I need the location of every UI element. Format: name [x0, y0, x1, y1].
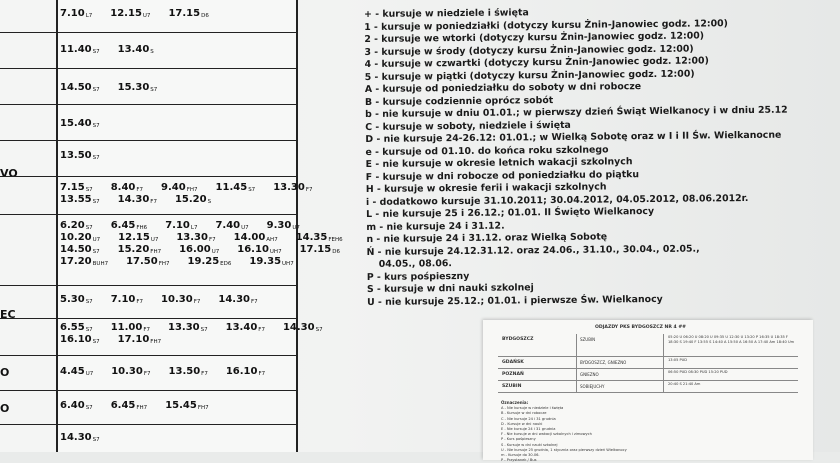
time-mark: F7 — [150, 199, 157, 205]
time-mark: FH7 — [150, 339, 162, 345]
time-mark: FH7 — [150, 249, 162, 255]
sheet-via: SZUBIN — [580, 337, 596, 342]
time-line — [60, 294, 294, 306]
time-mark: F7 — [258, 327, 265, 333]
time-value: 11.00 — [110, 322, 143, 333]
departure-time — [226, 366, 274, 377]
departure-time — [175, 194, 220, 205]
row-divider — [0, 424, 296, 425]
time-line — [60, 44, 294, 56]
time-value: 15.30 — [117, 82, 150, 93]
time-value: 6.20 — [60, 220, 85, 231]
time-mark: F7 — [143, 371, 151, 377]
time-line — [60, 256, 294, 268]
time-line — [60, 366, 294, 378]
sheet-times: 06:50 PUD 08:30 PUD 15:20 PUD — [668, 370, 728, 374]
legend — [364, 4, 827, 309]
time-mark: L7 — [190, 225, 198, 231]
time-value: 12.15 — [118, 232, 150, 243]
time-value: 13.40 — [225, 322, 258, 333]
stop-label: O — [0, 366, 10, 379]
time-mark: S — [150, 49, 154, 55]
departure-time — [60, 400, 102, 411]
sheet-note: B - Kursuje w dni robocze — [501, 411, 547, 416]
sheet-divider — [663, 381, 664, 392]
sheet-times: 05:20 U 06:20 U 08:20 U 09:35 U 12:30 U 13:20 P 16:35 U 18:35 F 18:30 S 19:40 F 13:55 S 14:40 A 15:50 A 16:50 A 17:40 Am 18:40 Um — [668, 335, 795, 344]
time-mark: U7 — [92, 237, 101, 243]
time-value: 14.50 — [60, 244, 92, 255]
legend-item: m - nie kursuje 24 i 31.12. — [366, 220, 505, 233]
legend-item: 3 - kursuje w środy (dotyczy kursu Żnin-Janowiec godz. 12:00) — [364, 43, 694, 58]
time-value: 14.30 — [117, 194, 150, 205]
departure-time — [300, 244, 349, 255]
time-mark: S7 — [92, 249, 100, 255]
time-mark: U7 — [211, 249, 220, 255]
time-value: 6.40 — [60, 400, 85, 411]
time-mark: U7 — [292, 225, 300, 231]
departure-time — [168, 322, 217, 333]
departure-time — [60, 232, 109, 243]
time-mark: ED6 — [220, 261, 232, 267]
sheet-row — [498, 357, 798, 369]
time-value: 15.40 — [60, 118, 92, 129]
time-value: 7.10 — [60, 8, 85, 19]
time-value: 15.45 — [165, 400, 197, 411]
time-mark: FH7 — [158, 261, 170, 267]
time-value: 13.50 — [168, 366, 201, 377]
sheet-city: GDAŃSK — [502, 360, 524, 365]
sheet-divider — [663, 369, 664, 380]
departure-time — [60, 118, 109, 129]
legend-item: F - kursuje w dni robocze od poniedziałku do piątku — [365, 168, 640, 183]
time-value: 13.30 — [168, 322, 200, 333]
departure-time — [60, 182, 102, 193]
departure-time — [111, 400, 157, 411]
time-line — [60, 220, 300, 232]
time-mark: F7 — [136, 299, 144, 305]
departure-time — [60, 334, 109, 345]
timetable-row — [60, 294, 294, 306]
time-mark: D6 — [332, 249, 340, 255]
sheet-note: S - Kursuje w dni nauki szkolnej — [501, 442, 558, 447]
sheet-header: ODJAZDY PKS BYDGOSZCZ NR 4 ## — [595, 325, 687, 330]
departure-time — [111, 220, 157, 231]
sheet-row — [498, 369, 798, 381]
time-mark: S7 — [85, 327, 93, 333]
time-mark: D6 — [201, 13, 209, 19]
time-value: 14.35 — [295, 232, 328, 243]
time-value: 10.20 — [60, 232, 92, 243]
sheet-note: m - Kursuje do 30.06. — [501, 453, 540, 458]
time-line — [60, 118, 294, 130]
time-value: 17.15 — [299, 244, 332, 255]
time-value: 6.45 — [110, 220, 136, 231]
timetable-row — [60, 118, 294, 130]
departure-time — [165, 220, 206, 231]
departure-time — [237, 244, 290, 255]
time-value: 13.55 — [60, 194, 92, 205]
departure-time — [176, 232, 224, 243]
departures-sheet — [483, 320, 813, 463]
time-mark: F7 — [305, 187, 313, 193]
departure-time — [161, 182, 207, 193]
sheet-note: A - Nie kursuje w niedziele i święta — [501, 406, 564, 411]
time-line — [60, 322, 323, 334]
time-mark: F7 — [136, 187, 144, 193]
time-value: 7.15 — [60, 182, 85, 193]
sheet-divider — [576, 369, 577, 380]
time-mark: AH7 — [266, 237, 278, 243]
departure-time — [216, 182, 265, 193]
time-mark: F7 — [251, 299, 258, 305]
time-mark: U7 — [142, 13, 151, 19]
time-mark: FH7 — [136, 405, 148, 411]
time-value: 17.10 — [117, 334, 150, 345]
time-value: 11.40 — [60, 44, 92, 55]
timetable-row — [60, 8, 294, 20]
row-divider — [0, 176, 296, 177]
legend-item: 5 - kursuje w piątki (dotyczy kursu Żnin-Janowiec godz. 12:00) — [364, 68, 695, 83]
time-value: 7.10 — [110, 294, 136, 305]
departure-time — [60, 220, 102, 231]
departure-time — [118, 44, 163, 55]
time-mark: F7 — [258, 371, 266, 377]
departure-time — [60, 366, 102, 377]
departure-time — [118, 232, 167, 243]
time-mark: U7 — [85, 371, 94, 377]
sheet-note: D - Kursuje w dni nauki — [501, 421, 543, 426]
sheet-times: 20:40 S 21:40 Am — [668, 382, 701, 386]
row-divider — [0, 285, 296, 286]
time-line — [60, 400, 294, 412]
legend-item: 04.05., 08.06. — [378, 258, 452, 270]
stop-label: EC — [0, 308, 16, 321]
sheet-city: SZUBIN — [502, 384, 522, 389]
legend-item: E - nie kursuje w okresie letnich wakacji szkolnych — [365, 156, 633, 170]
departure-time — [188, 256, 241, 267]
time-mark: BUH7 — [92, 261, 109, 267]
legend-item: e - kursuje od 01.10. do końca roku szkolnego — [365, 143, 609, 158]
time-value: 12.15 — [110, 8, 142, 19]
time-mark: F7 — [208, 237, 216, 243]
row-divider — [0, 318, 296, 319]
departure-time — [60, 150, 109, 161]
legend-item: n - nie kursuje 24 i 31.12. oraz Wielką Sobotę — [366, 231, 608, 245]
time-mark: S7 — [92, 437, 100, 443]
time-value: 5.30 — [60, 294, 85, 305]
departure-time — [249, 256, 302, 267]
time-mark: FH6 — [136, 225, 148, 231]
sheet-note: P - Kurs pośpieszny — [501, 437, 536, 442]
timetable-row — [60, 182, 313, 206]
time-value: 8.40 — [110, 182, 136, 193]
time-mark: S7 — [85, 299, 93, 305]
departure-time — [60, 432, 109, 443]
row-divider — [0, 140, 296, 141]
departure-time — [60, 244, 109, 255]
legend-item: b - nie kursuje w dniu 01.01.; w pierwszy dzień Świąt Wielkanocy i w dniu 25.12 — [365, 104, 788, 120]
time-line — [60, 194, 294, 206]
time-value: 10.30 — [161, 294, 193, 305]
timetable-row — [60, 44, 294, 56]
time-value: 11.45 — [215, 182, 248, 193]
time-mark: L7 — [85, 13, 93, 19]
departure-time — [126, 256, 178, 267]
time-line — [60, 8, 294, 20]
time-line — [60, 334, 294, 346]
sheet-notes-title: Oznaczenia: — [501, 400, 529, 405]
departure-time — [273, 182, 321, 193]
sheet-note: C - Nie kursuje 24 i 31 grudnia — [501, 416, 556, 421]
time-value: 14.30 — [282, 322, 315, 333]
sheet-note: P - Przystanek / Bus — [501, 458, 537, 463]
departure-time — [165, 400, 217, 411]
departure-time — [111, 294, 152, 305]
row-divider — [0, 32, 296, 33]
sheet-divider — [663, 334, 664, 356]
sheet-divider — [576, 357, 577, 368]
time-value: 14.50 — [60, 82, 92, 93]
legend-item: 1 - kursuje w poniedziałki (dotyczy kursu Żnin-Janowiec godz. 12:00) — [364, 17, 728, 33]
row-divider — [0, 390, 296, 391]
sheet-row — [498, 381, 798, 393]
departure-time — [215, 220, 257, 231]
sheet-divider — [663, 357, 664, 368]
time-value: 16.00 — [179, 244, 211, 255]
time-value: 19.35 — [249, 256, 282, 267]
sheet-note: F - Nie kursuje w dni wakacji szkolnych i zimowych — [501, 432, 592, 437]
departure-time — [111, 322, 159, 333]
time-mark: FH7 — [186, 187, 198, 193]
time-mark: F7 — [201, 371, 208, 377]
time-value: 16.10 — [60, 334, 92, 345]
departure-time — [283, 322, 332, 333]
legend-item: P - kurs pośpieszny — [366, 270, 470, 283]
sheet-divider — [576, 381, 577, 392]
departure-time — [60, 294, 102, 305]
time-mark: FEH6 — [328, 237, 343, 243]
legend-item: 4 - kursuje w czwartki (dotyczy kursu Żnin-Janowiec godz. 12:00) — [364, 55, 709, 70]
time-mark: UH7 — [269, 249, 282, 255]
time-value: 17.15 — [168, 8, 201, 19]
time-value: 7.40 — [215, 220, 241, 231]
departure-time — [161, 294, 209, 305]
time-mark: F7 — [193, 299, 201, 305]
row-divider — [0, 355, 296, 356]
departure-time — [110, 8, 159, 19]
departure-time — [267, 220, 309, 231]
sheet-city: BYDGOSZCZ — [502, 337, 534, 342]
time-mark: S7 — [92, 155, 100, 161]
time-value: 13.30 — [176, 232, 208, 243]
departure-time — [118, 244, 170, 255]
departure-time — [60, 44, 109, 55]
time-mark: S7 — [85, 187, 93, 193]
sheet-row — [498, 334, 798, 357]
time-value: 6.55 — [60, 322, 85, 333]
timetable-row — [60, 220, 343, 268]
departure-time — [60, 194, 109, 205]
legend-item: L - nie kursuje 25 i 26.12.; 01.01. II Święto Wielkanocy — [366, 205, 655, 220]
departure-time — [60, 82, 109, 93]
time-mark: S7 — [92, 123, 100, 129]
row-divider — [0, 104, 296, 105]
departure-time — [179, 244, 228, 255]
legend-item: i - dodatkowo kursuje 31.10.2011; 30.04.2012, 04.05.2012, 08.06.2012r. — [365, 192, 749, 208]
row-divider — [0, 68, 296, 69]
time-value: 9.40 — [161, 182, 186, 193]
timetable-row — [60, 82, 294, 94]
time-mark: U7 — [241, 225, 249, 231]
time-value: 17.20 — [60, 256, 92, 267]
time-value: 14.30 — [60, 432, 92, 443]
departure-time — [226, 322, 274, 333]
time-mark: S7 — [92, 199, 100, 205]
timetable-row — [60, 150, 294, 162]
time-line — [60, 432, 294, 444]
time-mark: S7 — [92, 49, 100, 55]
stop-label: O — [0, 402, 10, 415]
legend-item: Ń - nie kursuje 24.12.31.12. oraz 24.06., 31.10., 30.04., 02.05., — [366, 242, 700, 258]
time-value: 16.10 — [237, 244, 269, 255]
departure-time — [168, 8, 217, 19]
time-value: 17.50 — [126, 256, 158, 267]
time-mark: S7 — [248, 187, 256, 193]
sheet-note: U - Nie kursuje 25 grudnia, 1 stycznia oraz pierwszy dzień Wielkanocy — [501, 447, 627, 452]
departure-time — [169, 366, 217, 377]
time-value: 15.20 — [174, 194, 207, 205]
legend-item: D - nie kursuje 24-26.12: 01.01.; w Wielką Sobotę oraz w I i II Św. Wielkanocne — [365, 129, 782, 145]
time-mark: U7 — [150, 237, 159, 243]
legend-item: C - kursuje w soboty, niedziele i święta — [365, 119, 571, 133]
time-mark: S7 — [200, 327, 208, 333]
time-mark: S7 — [315, 327, 323, 333]
stop-label: VO — [0, 167, 18, 180]
time-mark: S7 — [85, 225, 93, 231]
time-line — [60, 150, 294, 162]
time-value: 13.40 — [117, 44, 150, 55]
time-mark: FH7 — [197, 405, 209, 411]
time-line — [60, 82, 294, 94]
time-value: 15.20 — [117, 244, 150, 255]
sheet-via: BYDGOSZCZ, GNIEZNO — [580, 360, 627, 365]
timetable-row — [60, 432, 294, 444]
timetable-row — [60, 366, 294, 378]
sheet-city: POZNAŃ — [502, 372, 524, 377]
legend-item: A - kursuje od poniedziałku do soboty w dni robocze — [364, 81, 642, 95]
time-value: 6.45 — [110, 400, 136, 411]
departure-time — [218, 294, 266, 305]
time-mark: S7 — [150, 87, 158, 93]
time-value: 4.45 — [60, 366, 85, 377]
time-line — [60, 182, 313, 194]
time-value: 9.30 — [266, 220, 292, 231]
departure-time — [111, 366, 159, 377]
legend-item: H - kursuje w okresie ferii i wakacji szkolnych — [365, 181, 607, 195]
legend-item: S - kursuje w dni nauki szkolnej — [366, 282, 534, 295]
time-value: 7.10 — [165, 220, 190, 231]
departure-time — [118, 194, 166, 205]
legend-item: B - kursuje codziennie oprócz sobót — [364, 94, 554, 108]
legend-item: U - nie kursuje 25.12.; 01.01. i pierwsze Św. Wielkanocy — [367, 293, 663, 308]
departure-time — [234, 232, 287, 243]
legend-item: 2 - kursuje we wtorki (dotyczy kursu Żnin-Janowiec godz. 12:00) — [364, 30, 705, 45]
departure-time — [60, 8, 101, 19]
departure-time — [60, 256, 117, 267]
departure-time — [111, 182, 152, 193]
time-value: 19.25 — [187, 256, 220, 267]
time-mark: S — [207, 199, 212, 205]
time-line — [60, 232, 343, 244]
time-mark: UH7 — [282, 261, 294, 267]
sheet-via: SOBIEJUCHY — [580, 384, 605, 389]
time-mark: S7 — [92, 87, 100, 93]
timetable — [0, 0, 343, 452]
timetable-row — [60, 400, 294, 412]
sheet-via: GNIEZNO — [580, 372, 599, 377]
sheet-divider — [576, 334, 577, 356]
departure-time — [296, 232, 352, 243]
time-value: 13.50 — [60, 150, 92, 161]
legend-item: + - kursuje w niedziele i święta — [364, 7, 529, 20]
row-divider — [0, 214, 296, 215]
time-mark: S7 — [85, 405, 93, 411]
time-mark: S7 — [92, 339, 100, 345]
sheet-notes — [501, 400, 761, 463]
departure-time — [60, 322, 102, 333]
time-value: 10.30 — [111, 366, 143, 377]
time-mark: F7 — [143, 327, 150, 333]
time-value: 16.10 — [225, 366, 258, 377]
time-value: 14.00 — [233, 232, 266, 243]
time-value: 14.30 — [218, 294, 250, 305]
departure-time — [118, 82, 167, 93]
time-line — [60, 244, 340, 256]
timetable-row — [60, 322, 323, 346]
sheet-note: E - Nie kursuje 24 i 31 grudnia — [501, 427, 556, 432]
departure-time — [118, 334, 170, 345]
time-value: 13.30 — [273, 182, 305, 193]
sheet-times: 13:05 PUD — [668, 358, 688, 362]
sheet-table — [498, 334, 798, 393]
